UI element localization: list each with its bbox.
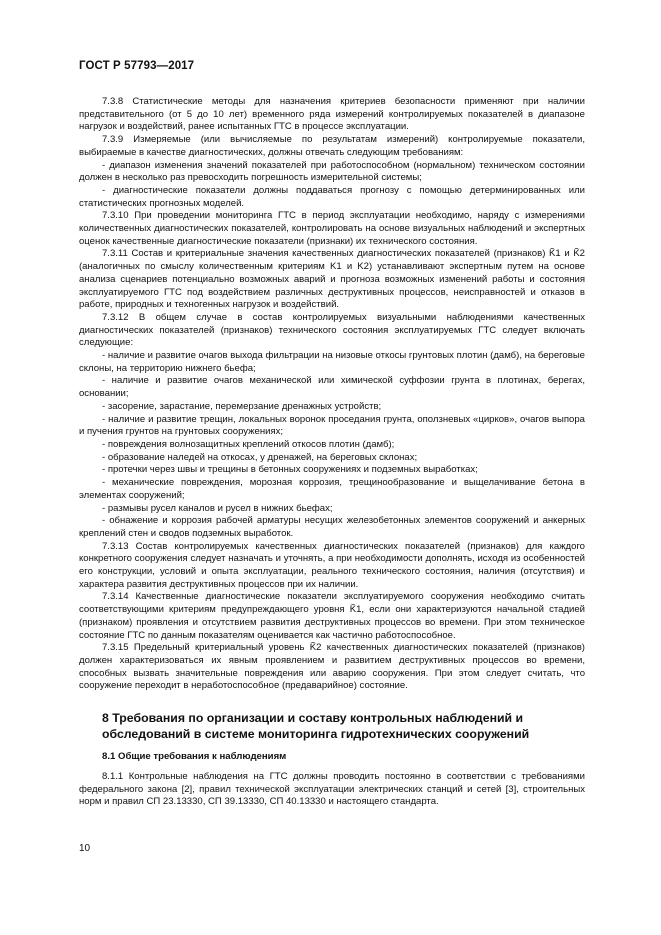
list-item: - механические повреждения, морозная коррозия, трещинообразование и выщелачивание бетона в элементах сооружений; xyxy=(79,477,585,501)
list-item: - повреждения волнозащитных креплений откосов плотин (дамб); xyxy=(102,438,395,450)
paragraph-7-3-10: 7.3.10 При проведении мониторинга ГТС в период эксплуатации необходимо, наряду с измерениями количественных диагностических показателей, контролировать на основе визуальных наблюдений и экспертных оценок качественные диагностические показатели (признаки) их технического состояния. xyxy=(79,210,585,247)
list-item: - протечки через швы и трещины в бетонных сооружениях и подземных выработках; xyxy=(102,464,478,476)
section-8-heading: 8 Требования по организации и составу контрольных наблюдений и обследований в системе мониторинга гидротехнических сооружений xyxy=(102,711,530,741)
paragraph-7-3-14: 7.3.14 Качественные диагностические показатели эксплуатируемого сооружения необходимо считать соответствующими критериям предупреждающего уровня K̃1, если они характеризуются начальной стадией (признаком) проявления и отсутствием развития деструктивных процессов во времени. При этом техническое состояние ГТС по данным показателям оценивается как частично работоспособное. xyxy=(79,591,585,641)
list-item: - наличие и развитие очагов выхода фильтрации на низовые откосы грунтовых плотин (дамб), на береговые склоны, на территорию нижнего бьефа; xyxy=(79,350,585,374)
paragraph-7-3-15: 7.3.15 Предельный критериальный уровень K̃2 качественных диагностических показателей (признаков) должен характеризоваться их явным проявлением и развитием деструктивных процессов во времени, способных вызвать значительные повреждения или аварию сооружения. При этом следует считать, что сооружение переходит в неработоспособное (предаварийное) состояние. xyxy=(79,642,585,692)
section-8-1-heading: 8.1 Общие требования к наблюдениям xyxy=(102,751,287,763)
list-item: - обнажение и коррозия рабочей арматуры несущих железобетонных элементов сооружений и анкерных креплений стен и сводов подземных выработок. xyxy=(79,515,585,539)
list-item: - наличие и развитие трещин, локальных воронок проседания грунта, оползневых «цирков», очагов выпора и пучения грунтов на грунтовых сооружениях; xyxy=(79,413,585,438)
paragraph-7-3-13: 7.3.13 Состав контролируемых качественных диагностических показателей (признаков) для каждого конкретного сооружения следует назначать и уточнять, а при необходимости дополнять, исходя из особенностей его конструкции, условий и опыта эксплуатации, реального технического состояния, наличия (отсутствия) и характера развития деструктивных процессов при их наличии. xyxy=(79,540,585,590)
paragraph-7-3-8: 7.3.8 Статистические методы для назначения критериев безопасности применяют при наличии представительного (от 5 до 10 лет) временного ряда измерений контролируемых показателей в диапазоне нагрузок и воздействий, ранее испытанных ГТС в процессе эксплуатации. xyxy=(79,96,585,133)
paragraph-7-3-12: 7.3.12 В общем случае в состав контролируемых визуальными наблюдениями качественных диагностических показателей (признаков) технического состояния эксплуатируемых ГТС следует включать следующие: xyxy=(79,311,585,349)
document-body xyxy=(79,96,585,809)
list-item: - наличие и развитие очагов механической или химической суффозии грунта в плотинах, берегах, основании; xyxy=(79,375,585,400)
list-item: - образование наледей на откосах, у дренажей, на береговых склонах; xyxy=(102,451,418,463)
paragraph-7-3-9: 7.3.9 Измеряемые (или вычисляемые по результатам измерений) контролируемые показатели, выбираемые в качестве диагностических, должны отвечать следующим требованиям: xyxy=(79,134,585,158)
list-item: - засорение, зарастание, перемерзание дренажных устройств; xyxy=(102,400,382,412)
list-item: - диагностические показатели должны поддаваться прогнозу с помощью детерминированных или статистических прогнозных моделей. xyxy=(79,184,585,209)
page-number: 10 xyxy=(79,843,91,854)
list-item: - размывы русел каналов и русел в нижних бьефах; xyxy=(102,502,333,514)
document-header: ГОСТ Р 57793—2017 xyxy=(79,60,195,72)
paragraph-7-3-11: 7.3.11 Состав и критериальные значения качественных диагностических показателей (признаков) K̃1 и K̃2 (аналогичных по смыслу количественным критериям K1 и K2) устанавливают экспертным путем на основе анализа сценариев потенциально возможных аварий и прогноза возможных изменений работы и состояния эксплуатируемого ГТС под воздействием различных деструктивных процессов, неисправностей и отказов в работе, природных и техногенных нагрузок и воздействий. xyxy=(79,248,585,311)
paragraph-8-1-1: 8.1.1 Контрольные наблюдения на ГТС должны проводить постоянно в соответствии с требованиями федерального закона [2], правил технической эксплуатации электрических станций и сетей [3], строительных норм и правил СП 23.13330, СП 39.13330, СП 40.13330 и настоящего стандарта. xyxy=(79,770,585,808)
list-item: - диапазон изменения значений показателей при работоспособном (нормальном) техническом состоянии должен в несколько раз превосходить погрешность измерительной системы; xyxy=(79,159,585,184)
